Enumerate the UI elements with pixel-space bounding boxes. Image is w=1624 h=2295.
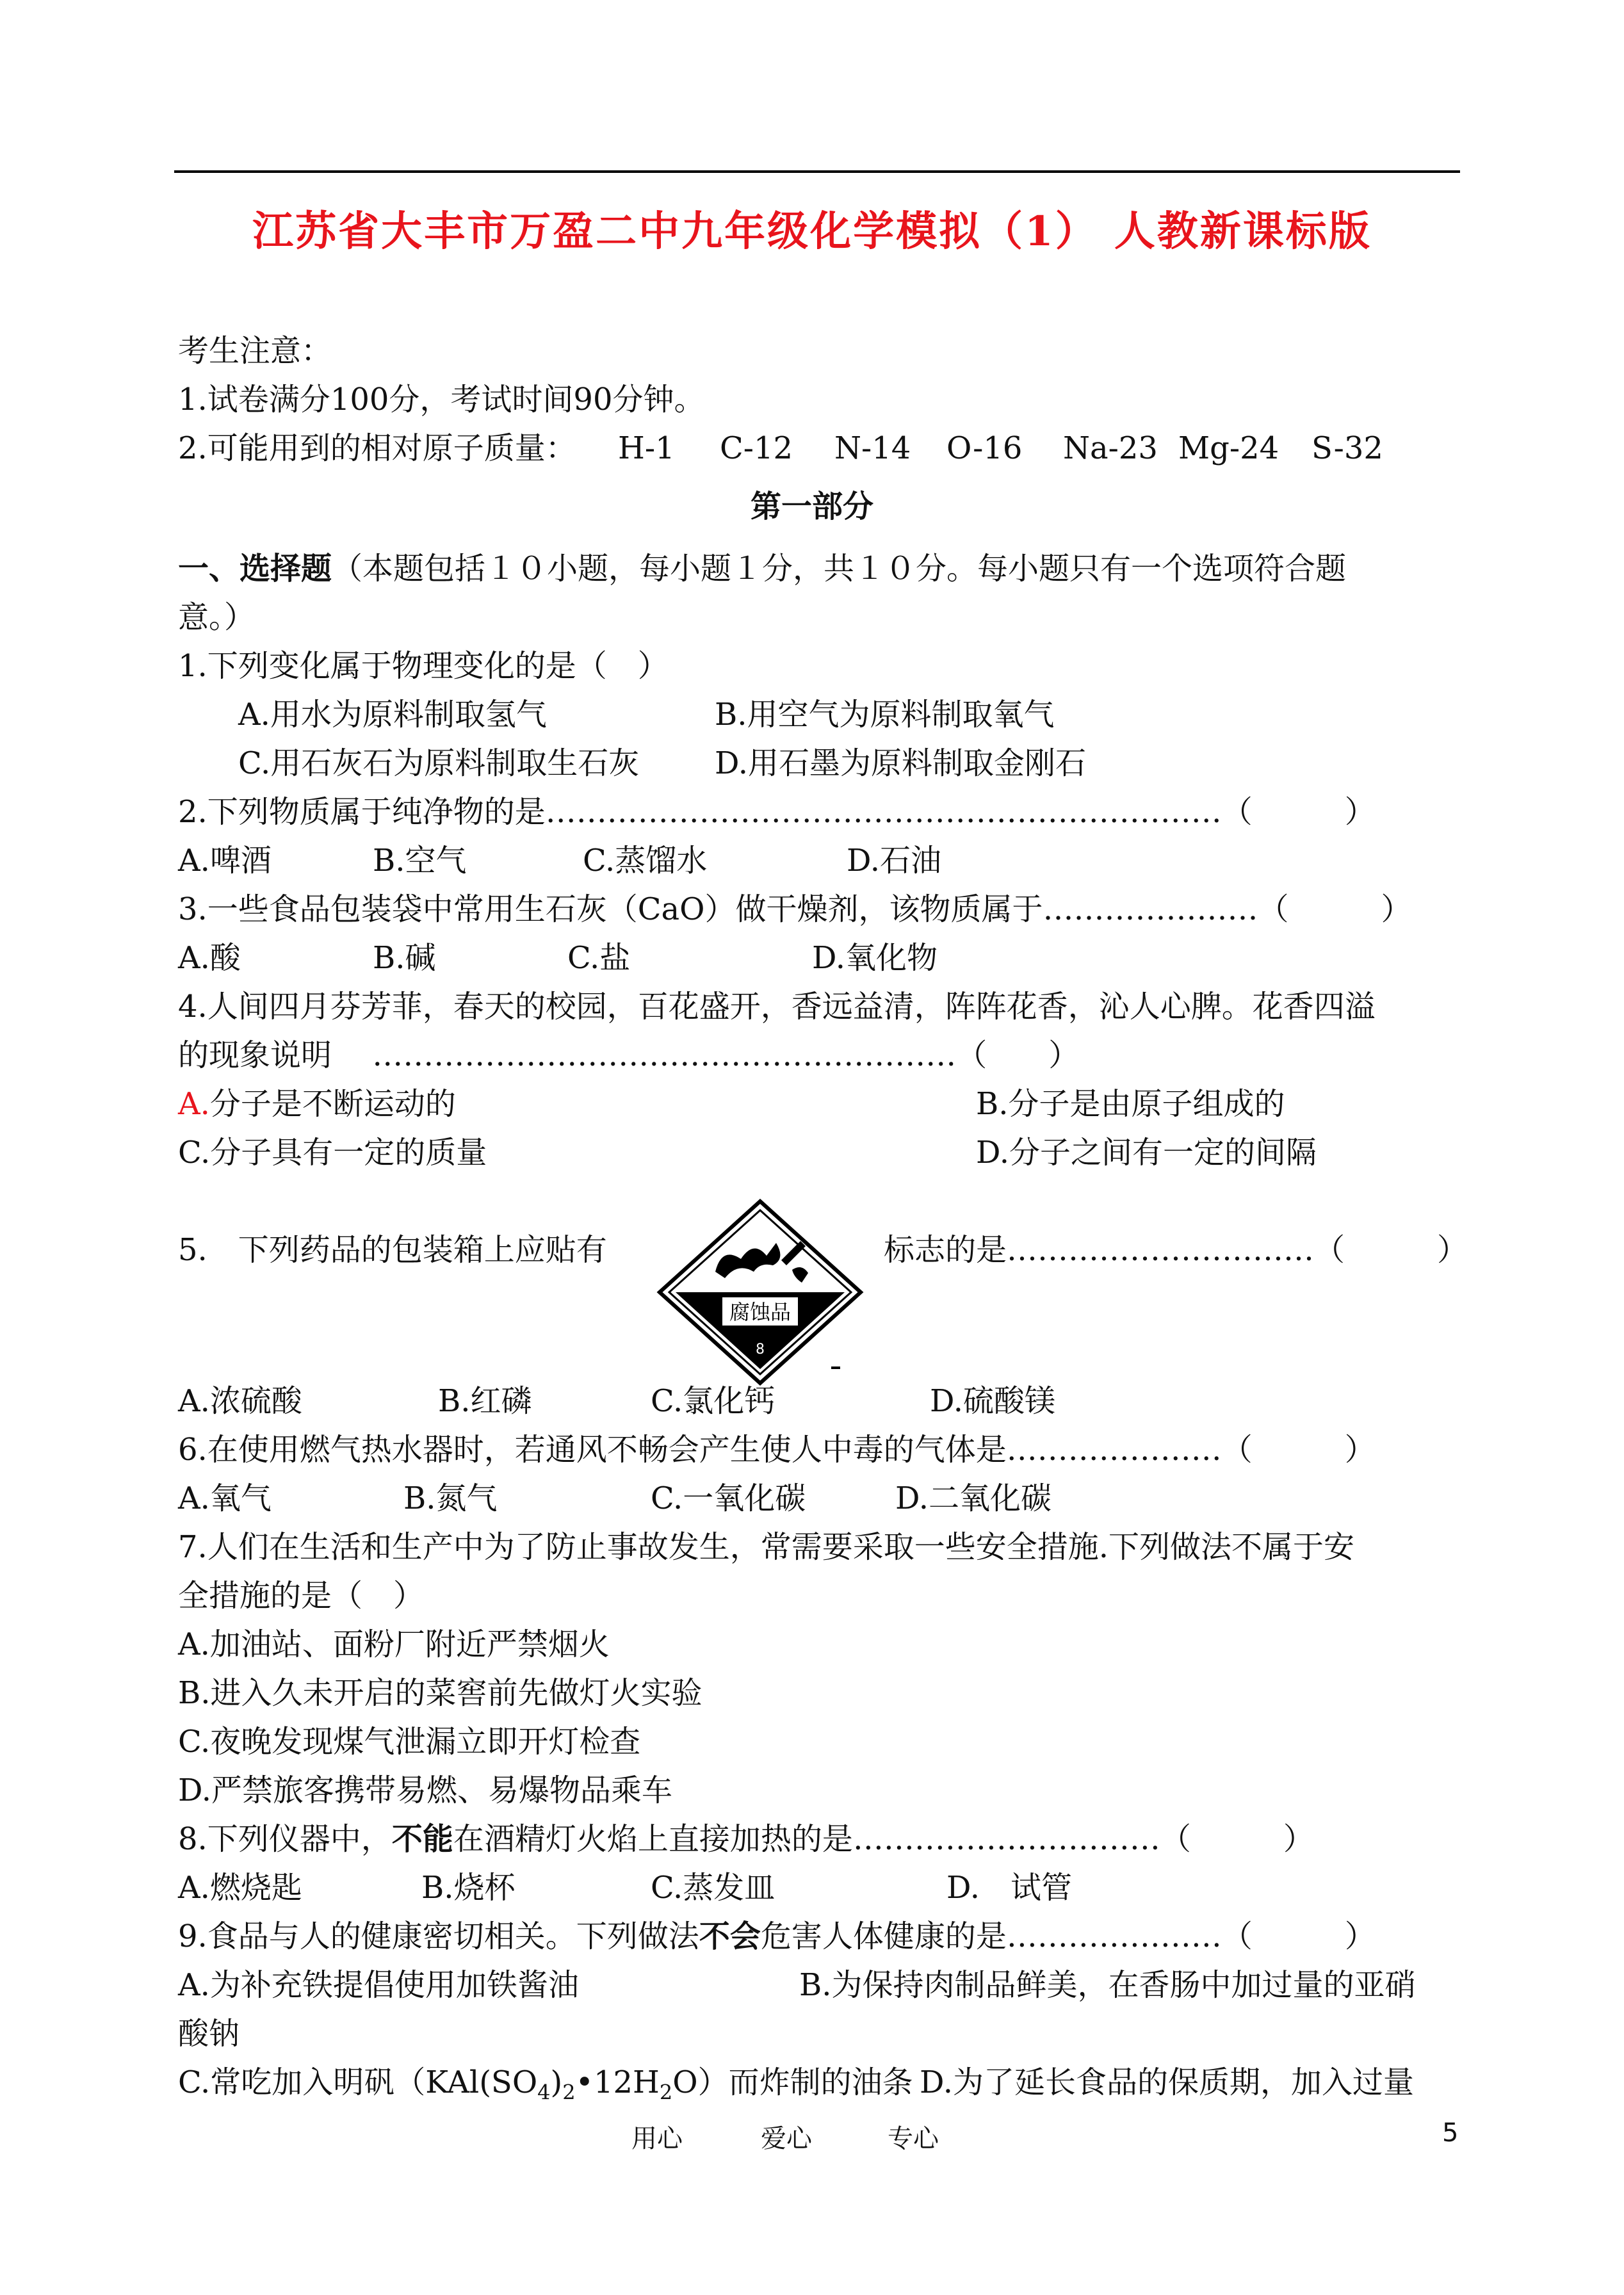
- q8-option-b: B.烧杯: [421, 1870, 516, 1906]
- q6-option-a: A.氧气: [178, 1480, 272, 1516]
- q9-option-c-part-2: ): [550, 2064, 563, 2100]
- q3-option-a: A.酸: [178, 940, 241, 976]
- part-heading: 第一部分: [750, 489, 873, 524]
- q9-option-b-line-2: 酸钠: [178, 2016, 240, 2052]
- q5-option-d: D.硫酸镁: [930, 1383, 1056, 1419]
- q4-option-a-letter: A.: [178, 1086, 210, 1122]
- page-title: 江苏省大丰市万盈二中九年级化学模拟（1） 人教新课标版: [252, 207, 1372, 255]
- q9-stem-start: 9.食品与人的健康密切相关。下列做法: [178, 1918, 699, 1954]
- q2-option-a: A.啤酒: [178, 843, 272, 879]
- q1-stem: 1.下列变化属于物理变化的是（ ）: [178, 648, 669, 684]
- page-number: 5: [1442, 2118, 1459, 2148]
- q8-stem: [178, 1821, 1314, 1857]
- q8-option-d: D. 试管: [946, 1870, 1073, 1906]
- q8-stem-start: 8.下列仪器中，: [178, 1821, 392, 1857]
- q4-option-a-text: 分子是不断运动的: [209, 1086, 456, 1122]
- q7-stem-line-1: 7.人们在生活和生产中为了防止事故发生，常需要采取一些安全措施.下列做法不属于安: [178, 1529, 1355, 1565]
- mass-o: O-16: [946, 430, 1023, 466]
- sign-label: 腐蚀品: [729, 1300, 792, 1324]
- mass-s: S-32: [1311, 430, 1383, 466]
- q7-option-b: B.进入久未开启的菜窖前先做灯火实验: [178, 1675, 702, 1711]
- section-desc: （本题包括１０小题，每小题１分，共１０分。每小题只有一个选项符合题: [332, 551, 1347, 587]
- q3-option-c: C.盐: [567, 940, 631, 976]
- q3-option-b: B.碱: [373, 940, 436, 976]
- q2-stem: 2.下列物质属于纯净物的是…………………………………………………………（ ）: [178, 794, 1376, 830]
- mass-c: C-12: [720, 430, 793, 466]
- q9-option-c-part-4: O）而炸制的油条: [672, 2064, 913, 2100]
- q5-stem-left: 5. 下列药品的包装箱上应贴有: [178, 1232, 607, 1268]
- q3-stem: 3.一些食品包装袋中常用生石灰（CaO）做干燥剂，该物质属于…………………（ ）: [178, 891, 1412, 927]
- footer-item-3: 专心: [888, 2124, 939, 2153]
- corrosive-hazard-sign-icon: [654, 1196, 866, 1388]
- q9-stem: [178, 1918, 1376, 1954]
- notice-heading: 考生注意：: [178, 333, 332, 369]
- mass-na: Na-23: [1063, 430, 1158, 466]
- q3-option-d: D.氧化物: [812, 940, 938, 976]
- q4-option-a: [178, 1086, 456, 1122]
- q1-option-b: B.用空气为原料制取氧气: [715, 697, 1055, 733]
- sign-class-number: 8: [756, 1342, 765, 1358]
- q9-stem-emphasis: 不会: [699, 1918, 761, 1954]
- header-rule: [174, 170, 1460, 173]
- q9-option-c-sub-1: 4: [537, 2080, 551, 2105]
- section-line-2: 意。）: [178, 599, 256, 635]
- q9-option-c-part-1: C.常吃加入明矾（KAl(SO: [178, 2064, 538, 2100]
- q9-option-c-sub-2: 2: [562, 2080, 576, 2105]
- q7-option-c: C.夜晚发现煤气泄漏立即开灯检查: [178, 1724, 641, 1760]
- q5-option-a: A.浓硫酸: [178, 1383, 302, 1419]
- q4-option-d: D.分子之间有一定的间隔: [976, 1135, 1317, 1171]
- notice-line-2: [178, 430, 576, 466]
- q8-stem-emphasis: 不能: [391, 1821, 453, 1857]
- q7-option-a: A.加油站、面粉厂附近严禁烟火: [178, 1626, 610, 1662]
- mass-h: H-1: [618, 430, 675, 466]
- q9-option-c-sub-3: 2: [659, 2080, 673, 2105]
- q8-option-a: A.燃烧匙: [178, 1870, 302, 1906]
- q9-option-a: A.为补充铁提倡使用加铁酱油: [178, 1967, 579, 2003]
- q4-option-b: B.分子是由原子组成的: [976, 1086, 1285, 1122]
- stray-dash: [831, 1366, 840, 1369]
- q2-option-c: C.蒸馏水: [583, 843, 708, 879]
- q9-option-c: [178, 2064, 913, 2105]
- mass-mg: Mg-24: [1178, 430, 1279, 466]
- q1-option-a: A.用水为原料制取氢气: [238, 697, 547, 733]
- q9-option-c-part-3: •12H: [575, 2064, 660, 2100]
- notice-line-1: 1.试卷满分100分，考试时间90分钟。: [178, 382, 705, 418]
- q6-option-d: D.二氧化碳: [895, 1480, 1052, 1516]
- q6-option-b: B.氮气: [403, 1480, 498, 1516]
- q9-option-b-line-1: B.为保持肉制品鲜美，在香肠中加过量的亚硝: [799, 1967, 1416, 2003]
- notice-line-2-label: 2.可能用到的相对原子质量：: [178, 430, 576, 466]
- q6-option-c: C.一氧化碳: [651, 1480, 806, 1516]
- q1-option-d: D.用石墨为原料制取金刚石: [715, 745, 1087, 781]
- q4-option-c: C.分子具有一定的质量: [178, 1135, 487, 1171]
- q4-stem-line-1: 4.人间四月芬芳菲，春天的校园，百花盛开，香远益清，阵阵花香，沁人心脾。花香四溢: [178, 989, 1376, 1025]
- q2-option-d: D.石油: [847, 843, 942, 879]
- q8-option-c: C.蒸发皿: [651, 1870, 775, 1906]
- q4-stem-line-2: 的现象说明 …………………………………………………（ ）: [178, 1037, 1080, 1073]
- footer-item-1: 用心: [631, 2124, 683, 2153]
- q6-stem: 6.在使用燃气热水器时，若通风不畅会产生使人中毒的气体是…………………（ ）: [178, 1432, 1376, 1468]
- q7-stem-line-2: 全措施的是（ ）: [178, 1578, 425, 1614]
- section-line-1: [178, 551, 1347, 587]
- q1-option-c: C.用石灰石为原料制取生石灰: [238, 745, 640, 781]
- q5-stem-right: 标志的是…………………………（ ）: [884, 1232, 1468, 1268]
- section-title: 一、选择题: [178, 551, 332, 587]
- q2-option-b: B.空气: [373, 843, 467, 879]
- q8-stem-end: 在酒精灯火焰上直接加热的是…………………………（ ）: [453, 1821, 1314, 1857]
- q7-option-d: D.严禁旅客携带易燃、易爆物品乘车: [178, 1772, 673, 1808]
- q9-option-d: D.为了延长食品的保质期，加入过量: [920, 2064, 1415, 2100]
- q5-option-b: B.红磷: [438, 1383, 532, 1419]
- q5-option-c: C.氯化钙: [651, 1383, 775, 1419]
- mass-n: N-14: [834, 430, 911, 466]
- footer-item-2: 爱心: [761, 2124, 812, 2153]
- q9-stem-end: 危害人体健康的是…………………（ ）: [760, 1918, 1376, 1954]
